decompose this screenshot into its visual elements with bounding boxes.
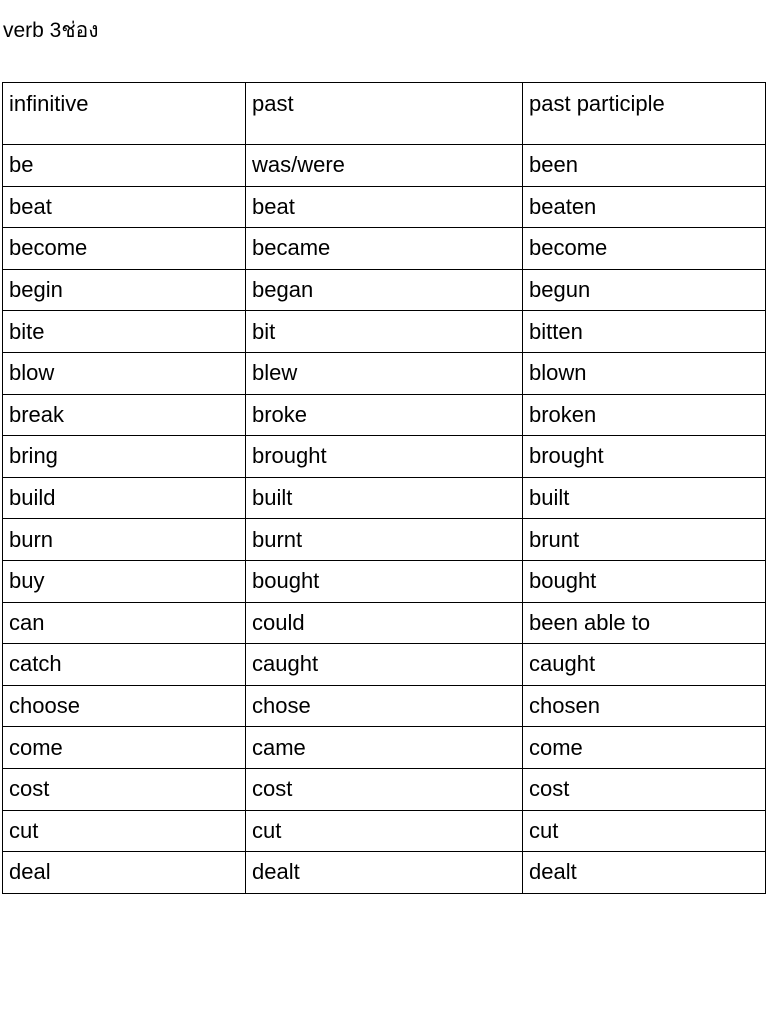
infinitive-cell: build: [3, 477, 246, 519]
past-cell: cost: [246, 768, 523, 810]
past-cell: blew: [246, 352, 523, 394]
table-row: [3, 311, 766, 353]
past-participle-cell: cost: [523, 768, 766, 810]
table-row: [3, 477, 766, 519]
past-cell: bought: [246, 560, 523, 602]
table-row: [3, 560, 766, 602]
infinitive-cell: break: [3, 394, 246, 436]
past-cell: came: [246, 727, 523, 769]
past-participle-cell: built: [523, 477, 766, 519]
table-row: [3, 352, 766, 394]
table-row: [3, 852, 766, 894]
infinitive-cell: blow: [3, 352, 246, 394]
past-participle-cell: been: [523, 145, 766, 187]
infinitive-cell: buy: [3, 560, 246, 602]
past-participle-cell: bitten: [523, 311, 766, 353]
past-participle-cell: brunt: [523, 519, 766, 561]
infinitive-cell: cost: [3, 768, 246, 810]
past-cell: brought: [246, 436, 523, 478]
table-row: [3, 644, 766, 686]
header-past-participle: past participle: [523, 83, 766, 145]
table-row: [3, 768, 766, 810]
past-participle-cell: begun: [523, 269, 766, 311]
past-participle-cell: broken: [523, 394, 766, 436]
past-participle-cell: brought: [523, 436, 766, 478]
table-row: [3, 602, 766, 644]
past-participle-cell: bought: [523, 560, 766, 602]
table-row: [3, 519, 766, 561]
header-infinitive: infinitive: [3, 83, 246, 145]
infinitive-cell: be: [3, 145, 246, 187]
infinitive-cell: beat: [3, 186, 246, 228]
infinitive-cell: begin: [3, 269, 246, 311]
infinitive-cell: bring: [3, 436, 246, 478]
past-participle-cell: cut: [523, 810, 766, 852]
table-row: [3, 394, 766, 436]
past-participle-cell: been able to: [523, 602, 766, 644]
infinitive-cell: bite: [3, 311, 246, 353]
table-row: [3, 269, 766, 311]
infinitive-cell: choose: [3, 685, 246, 727]
past-cell: broke: [246, 394, 523, 436]
infinitive-cell: burn: [3, 519, 246, 561]
infinitive-cell: deal: [3, 852, 246, 894]
past-participle-cell: become: [523, 228, 766, 270]
past-cell: dealt: [246, 852, 523, 894]
past-cell: could: [246, 602, 523, 644]
past-cell: began: [246, 269, 523, 311]
verb-table-body: [3, 83, 766, 894]
past-participle-cell: chosen: [523, 685, 766, 727]
verb-table: [2, 82, 766, 894]
infinitive-cell: come: [3, 727, 246, 769]
table-row: [3, 436, 766, 478]
past-cell: beat: [246, 186, 523, 228]
past-cell: became: [246, 228, 523, 270]
past-participle-cell: come: [523, 727, 766, 769]
table-row: [3, 145, 766, 187]
infinitive-cell: cut: [3, 810, 246, 852]
past-participle-cell: caught: [523, 644, 766, 686]
header-past: past: [246, 83, 523, 145]
past-cell: burnt: [246, 519, 523, 561]
table-row: [3, 727, 766, 769]
past-cell: chose: [246, 685, 523, 727]
past-cell: cut: [246, 810, 523, 852]
past-cell: was/were: [246, 145, 523, 187]
table-row: [3, 685, 766, 727]
table-row: [3, 228, 766, 270]
table-row: [3, 810, 766, 852]
past-participle-cell: beaten: [523, 186, 766, 228]
past-participle-cell: blown: [523, 352, 766, 394]
document-title: verb 3ช่อง: [3, 19, 99, 42]
past-cell: bit: [246, 311, 523, 353]
table-row: [3, 186, 766, 228]
table-header-row: [3, 83, 766, 145]
infinitive-cell: can: [3, 602, 246, 644]
past-participle-cell: dealt: [523, 852, 766, 894]
past-cell: built: [246, 477, 523, 519]
infinitive-cell: become: [3, 228, 246, 270]
infinitive-cell: catch: [3, 644, 246, 686]
past-cell: caught: [246, 644, 523, 686]
